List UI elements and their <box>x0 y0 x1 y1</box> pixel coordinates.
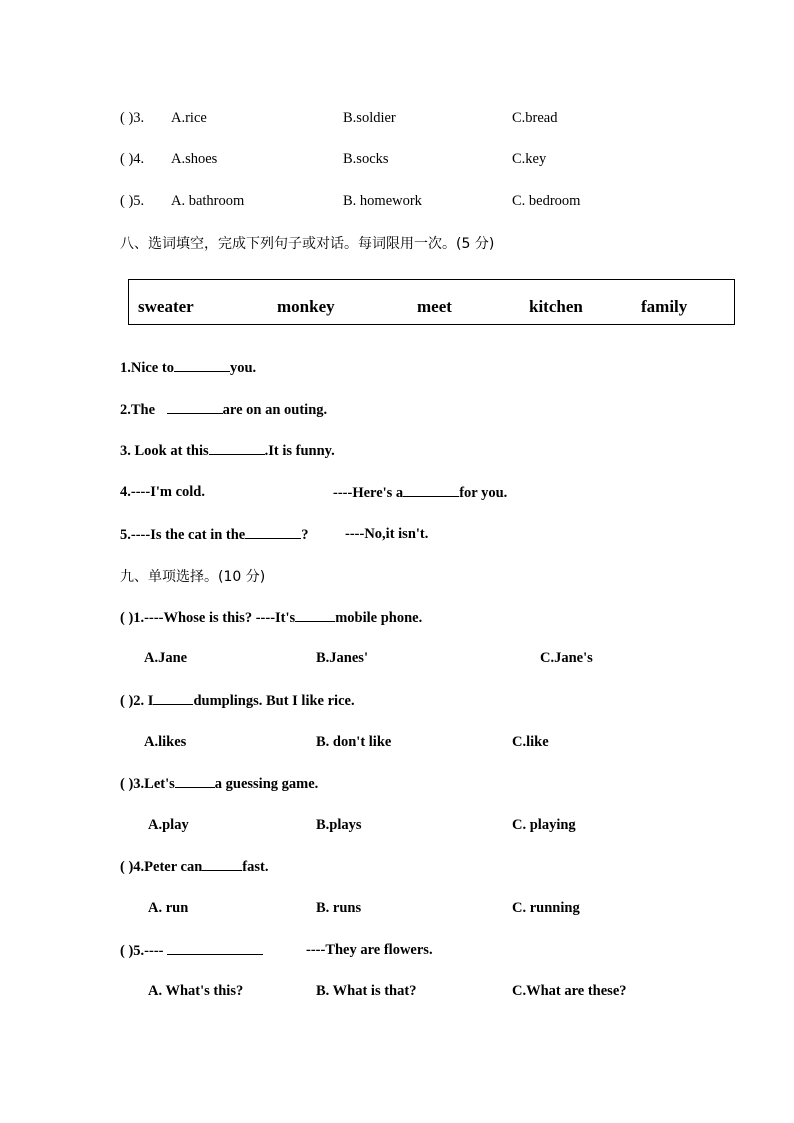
answer-blank[interactable] <box>153 692 193 705</box>
question-text: ( )1.----Whose is this? ----It's <box>120 610 296 626</box>
word-bank-item: kitchen <box>529 297 583 316</box>
q5-option-b: B. What is that? <box>316 983 417 999</box>
q2-option-a: A.likes <box>144 734 187 750</box>
section9-heading: 九、单项选择。(10 分) <box>120 569 266 585</box>
q3-option-a: A.play <box>148 817 189 833</box>
sentence-text: .It is funny. <box>264 443 335 459</box>
answer-blank[interactable] <box>245 526 301 539</box>
q5-number: ( )5. <box>120 193 145 209</box>
q2-option-c: C.like <box>512 734 549 750</box>
fill-sentence-5 <box>120 526 309 544</box>
sentence-text: are on an outing. <box>222 402 328 418</box>
q4-option-b: B. runs <box>316 900 362 916</box>
answer-blank[interactable] <box>174 359 230 372</box>
question-text: ( )4.Peter can <box>120 859 203 875</box>
choice-question-4 <box>120 858 268 876</box>
fill-sentence-3 <box>120 442 335 460</box>
fill-sentence-4 <box>120 484 205 501</box>
sentence-text: 2.The <box>120 402 159 418</box>
section8-heading: 八、选词填空，完成下列句子或对话。每词限用一次。(5 分) <box>120 236 495 252</box>
sentence-text: 3. Look at this <box>120 443 209 459</box>
word-bank-item: family <box>641 297 688 316</box>
fill-sentence-5-response: ----No,it isn't. <box>345 526 429 542</box>
answer-blank[interactable] <box>403 484 459 497</box>
fill-sentence-4-response <box>333 484 507 502</box>
q3-option-a: A.rice <box>171 110 207 126</box>
answer-blank[interactable] <box>295 609 335 622</box>
q4-option-a: A. run <box>148 900 189 916</box>
sentence-text: 4.----I'm cold. <box>120 484 205 500</box>
answer-blank[interactable] <box>167 401 223 414</box>
q3-option-c: C. playing <box>512 817 576 833</box>
q5-option-b: B. homework <box>343 193 422 209</box>
q5-option-a: A. What's this? <box>148 983 244 999</box>
question-text: dumplings. But I like rice. <box>193 693 355 709</box>
word-bank-item: sweater <box>138 297 194 316</box>
q3-option-c: C.bread <box>512 110 558 126</box>
fill-sentence-1 <box>120 359 256 377</box>
q5-response: ----They are flowers. <box>306 942 433 958</box>
question-text: ( )5.---- <box>120 943 168 959</box>
question-text: ( )2. I <box>120 693 154 709</box>
sentence-text: 1.Nice to <box>120 360 174 376</box>
word-bank-item: monkey <box>277 297 335 316</box>
sentence-text: ? <box>301 527 309 543</box>
answer-blank[interactable] <box>175 775 215 788</box>
question-text: mobile phone. <box>335 610 423 626</box>
question-text: ( )3.Let's <box>120 776 175 792</box>
q3-number: ( )3. <box>120 110 145 126</box>
q4-option-c: C. running <box>512 900 580 916</box>
choice-question-2 <box>120 692 355 710</box>
choice-question-5 <box>120 942 263 960</box>
word-bank-item: meet <box>417 297 452 316</box>
q5-option-c: C.What are these? <box>512 983 627 999</box>
q3-option-b: B.soldier <box>343 110 396 126</box>
answer-blank[interactable] <box>202 858 242 871</box>
sentence-text: ----Here's a <box>333 485 404 501</box>
choice-question-1 <box>120 609 422 627</box>
q2-option-b: B. don't like <box>316 734 392 750</box>
q1-option-c: C.Jane's <box>540 650 593 666</box>
q5-option-c: C. bedroom <box>512 193 581 209</box>
sentence-text: you. <box>229 360 257 376</box>
q4-option-a: A.shoes <box>171 151 218 167</box>
q4-option-b: B.socks <box>343 151 389 167</box>
q4-number: ( )4. <box>120 151 145 167</box>
choice-question-3 <box>120 775 318 793</box>
q5-option-a: A. bathroom <box>171 193 245 209</box>
answer-blank[interactable] <box>209 442 265 455</box>
q3-option-b: B.plays <box>316 817 362 833</box>
fill-sentence-2 <box>120 401 327 419</box>
q1-option-b: B.Janes' <box>316 650 368 666</box>
q4-option-c: C.key <box>512 151 547 167</box>
sentence-text: for you. <box>459 485 508 501</box>
question-text: a guessing game. <box>214 776 319 792</box>
question-text: fast. <box>242 859 269 875</box>
q1-option-a: A.Jane <box>144 650 188 666</box>
answer-blank[interactable] <box>167 942 263 955</box>
word-bank-box <box>128 279 735 325</box>
sentence-text: 5.----Is the cat in the <box>120 527 246 543</box>
